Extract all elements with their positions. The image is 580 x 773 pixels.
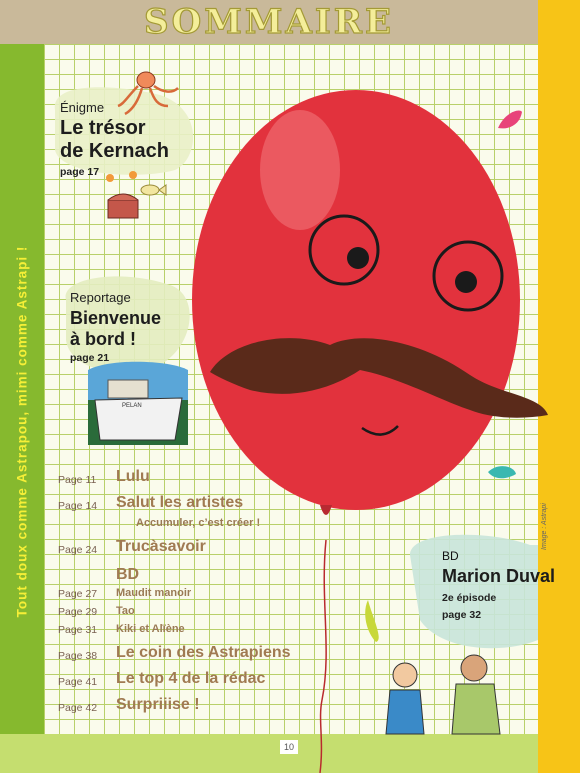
reportage-title-line1[interactable]: Bienvenue xyxy=(70,308,162,328)
enigme-kicker: Énigme xyxy=(60,100,105,115)
toc-page: Page 29 xyxy=(58,606,98,618)
toc-title[interactable]: Tao xyxy=(116,605,135,617)
pink-petal-shape xyxy=(498,111,522,129)
reportage-kicker: Reportage xyxy=(70,290,131,305)
treasure-chest-icon xyxy=(108,194,138,218)
balloon-string xyxy=(320,540,326,773)
lime-petal-shape xyxy=(365,600,379,642)
toc-page: Page 24 xyxy=(58,544,98,556)
bd-title[interactable]: Marion Duval xyxy=(442,566,556,586)
fish-icon xyxy=(141,185,166,195)
characters-illustration xyxy=(386,655,500,734)
boat-name: PELAN xyxy=(122,403,142,409)
reportage-page: page 21 xyxy=(70,352,110,364)
toc-page: Page 27 xyxy=(58,588,98,600)
enigme-page: page 17 xyxy=(60,166,100,178)
bd-page: page 32 xyxy=(442,609,482,621)
toc-title[interactable]: Le top 4 de la rédac xyxy=(116,670,266,687)
sidebar-slogan: Tout doux comme Astrapou, mimi comme Astrapi ! xyxy=(14,245,30,618)
bd-episode: 2e épisode xyxy=(442,592,497,604)
bd-kicker: BD xyxy=(442,549,459,563)
toc-title[interactable]: Le coin des Astrapiens xyxy=(116,644,291,661)
toc-title[interactable]: BD xyxy=(116,566,140,583)
toc-page: Page 41 xyxy=(58,676,98,688)
balloon-image xyxy=(192,90,548,515)
toc-page: Page 38 xyxy=(58,650,98,662)
toc-title[interactable]: Maudit manoir xyxy=(116,587,192,599)
toc-title[interactable]: Salut les artistes xyxy=(116,494,244,511)
toc-page: Page 42 xyxy=(58,702,98,714)
toc-title[interactable]: Surpriiise ! xyxy=(116,696,200,713)
enigme-title-line1[interactable]: Le trésor xyxy=(60,117,146,139)
toc-subtitle: Accumuler, c’est créer ! xyxy=(136,517,261,529)
small-fish-icon-2 xyxy=(129,171,137,179)
toc-page: Page 14 xyxy=(58,500,98,512)
toc-title[interactable]: Kiki et Alïène xyxy=(116,623,185,635)
reportage-title-line2[interactable]: à bord ! xyxy=(70,329,136,349)
small-fish-icon xyxy=(106,174,114,182)
page-title: SOMMAIRE xyxy=(144,2,394,42)
toc-page: Page 11 xyxy=(58,474,97,486)
page-number: 10 xyxy=(280,740,298,754)
image-credit: Image : Astrapi xyxy=(541,503,548,550)
enigme-title-line2[interactable]: de Kernach xyxy=(60,140,169,162)
toc-title[interactable]: Lulu xyxy=(116,468,150,485)
toc-page: Page 31 xyxy=(58,624,98,636)
toc-title[interactable]: Trucàsavoir xyxy=(116,538,206,555)
teal-petal-shape xyxy=(488,466,516,478)
